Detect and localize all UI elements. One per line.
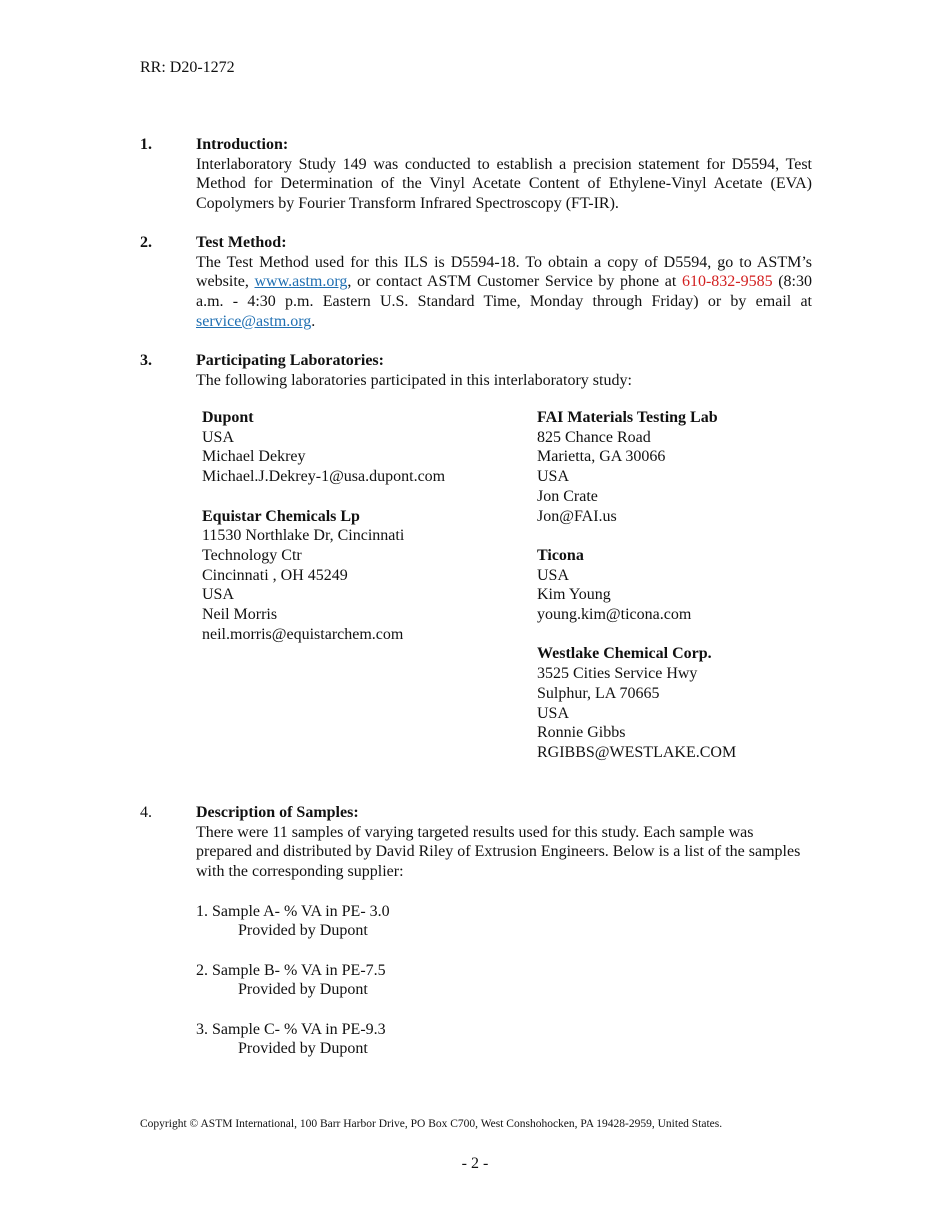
lab-line: Sulphur, LA 70665 <box>537 684 660 702</box>
astm-website-link[interactable]: www.astm.org <box>254 273 348 291</box>
lab-name: Westlake Chemical Corp. <box>537 645 712 663</box>
lab-entry <box>537 408 837 526</box>
sample-label: 3. Sample C- % VA in PE-9.3 <box>196 1020 386 1038</box>
section-title: Test Method: <box>196 234 287 251</box>
sample-item <box>196 1020 812 1059</box>
sample-provider: Provided by Dupont <box>238 922 368 940</box>
phone-number: 610-832-9585 <box>681 273 773 291</box>
lab-line: Technology Ctr <box>202 546 302 564</box>
section-title: Participating Laboratories: <box>196 352 384 369</box>
lab-entry <box>537 546 837 625</box>
lab-line: neil.morris@equistarchem.com <box>202 625 404 643</box>
section-text <box>196 253 812 332</box>
section-sample-description <box>140 803 812 1079</box>
lab-line: Jon Crate <box>537 487 598 505</box>
section-text: There were 11 samples of varying targeted results used for this study. Each sample was prepared and distributed by David Riley of Extrusion Engineers. Below is a list of the samples with the corresponding supplier: <box>196 823 801 881</box>
section-number: 1. <box>140 136 152 153</box>
sample-label: 1. Sample A- % VA in PE- 3.0 <box>196 902 390 920</box>
page-number: - 2 - <box>461 1155 489 1172</box>
section-number: 4. <box>140 804 152 821</box>
lab-line: USA <box>537 566 570 584</box>
lab-line: Cincinnati , OH 45249 <box>202 566 348 584</box>
lab-line: 11530 Northlake Dr, Cincinnati <box>202 527 405 545</box>
section-number: 2. <box>140 234 152 251</box>
text-part: , or contact ASTM Customer Service by phone at <box>347 273 682 291</box>
lab-entry <box>202 408 522 487</box>
lab-line: USA <box>537 468 570 486</box>
lab-line: Marietta, GA 30066 <box>537 448 666 466</box>
sample-item <box>196 902 812 941</box>
lab-line: RGIBBS@WESTLAKE.COM <box>537 743 737 761</box>
labs-left-column <box>202 408 522 664</box>
section-participating-labs <box>140 351 812 390</box>
lab-line: Neil Morris <box>202 606 278 624</box>
section-introduction <box>140 135 812 214</box>
section-title: Description of Samples: <box>196 804 359 821</box>
text-part: (8:30 a.m. - 4:30 p.m. Eastern U.S. Standard Time, Monday through Friday) or by email at <box>196 273 813 311</box>
copyright-footer: Copyright © ASTM International, 100 Barr Harbor Drive, PO Box C700, West Conshohocken, PA 19428-2959, United States. <box>140 1118 723 1130</box>
section-test-method <box>140 233 812 332</box>
section-text: The following laboratories participated in this interlaboratory study: <box>196 371 632 389</box>
lab-line: Kim Young <box>537 586 611 604</box>
section-text: Interlaboratory Study 149 was conducted to establish a precision statement for D5594, Test Method for Determination of the Vinyl Acetate Content of Ethylene-Vinyl Acetate (EVA) Copolymers by Fourier Transform Infrared Spectroscopy (FT-IR). <box>196 155 812 213</box>
samples-list <box>196 902 812 1060</box>
lab-entry <box>537 644 837 762</box>
lab-line: USA <box>537 704 570 722</box>
section-title: Introduction: <box>196 136 289 153</box>
lab-line: Ronnie Gibbs <box>537 724 626 742</box>
lab-name: Ticona <box>537 546 584 564</box>
lab-entry <box>202 507 522 645</box>
sample-label: 2. Sample B- % VA in PE-7.5 <box>196 961 386 979</box>
report-id: RR: D20-1272 <box>140 59 235 76</box>
service-email-link[interactable]: service@astm.org <box>196 312 312 330</box>
lab-name: Equistar Chemicals Lp <box>202 507 360 525</box>
lab-line: 3525 Cities Service Hwy <box>537 665 698 683</box>
lab-name: Dupont <box>202 409 254 426</box>
labs-right-column <box>537 408 837 782</box>
lab-line: Michael.J.Dekrey-1@usa.dupont.com <box>202 468 446 486</box>
sample-provider: Provided by Dupont <box>238 981 368 999</box>
lab-line: young.kim@ticona.com <box>537 606 692 624</box>
sample-provider: Provided by Dupont <box>238 1040 368 1058</box>
sample-item <box>196 961 812 1000</box>
text-part: . <box>311 312 316 330</box>
lab-line: USA <box>202 428 235 446</box>
section-number: 3. <box>140 352 152 369</box>
lab-line: Michael Dekrey <box>202 448 306 466</box>
text-part: The Test Method used for this ILS is D5594-18. To obtain a copy of D5594, go to ASTM’s website, <box>196 253 812 291</box>
lab-line: Jon@FAI.us <box>537 507 617 525</box>
lab-line: USA <box>202 586 235 604</box>
lab-line: 825 Chance Road <box>537 428 651 446</box>
lab-name: FAI Materials Testing Lab <box>537 409 718 426</box>
